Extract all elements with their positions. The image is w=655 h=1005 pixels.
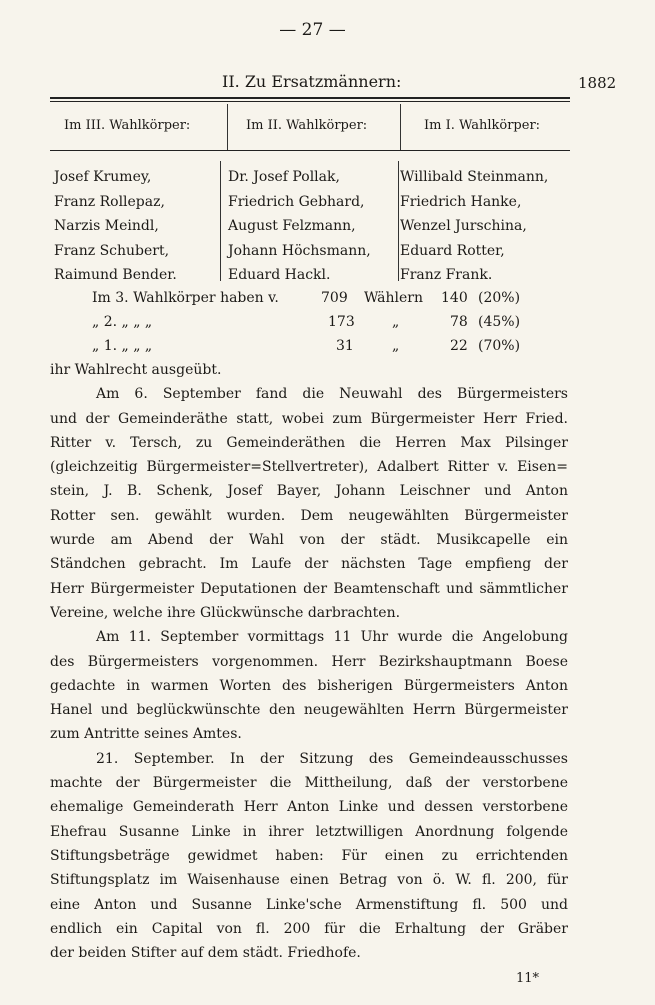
- stats-word: „: [392, 314, 400, 330]
- column-heading-ii: Im II. Wahlkörper:: [246, 118, 368, 133]
- page-number: — 27 —: [279, 20, 346, 40]
- names-column-ii: [228, 165, 371, 288]
- signature-mark: 11*: [516, 971, 540, 986]
- name-entry: Eduard Rotter,: [400, 242, 505, 259]
- stats-label: „ 2. „ „ „: [92, 314, 153, 330]
- stats-count: 78: [450, 314, 468, 330]
- text-line: ihr Wahlrecht ausgeübt.: [50, 362, 222, 378]
- column-headings: [50, 104, 570, 150]
- substitute-names-table: [50, 165, 570, 287]
- text-line: machte der Bürgermeister die Mittheilung, daß der verstorbene: [50, 775, 568, 792]
- name-entry: Eduard Hackl.: [228, 267, 331, 283]
- table-top-rule-thin: [50, 101, 570, 102]
- stats-voters: 709: [321, 290, 348, 306]
- year-marginal: 1882: [578, 74, 617, 92]
- column-heading-i: Im I. Wahlkörper:: [424, 118, 541, 133]
- column-divider: [398, 161, 399, 281]
- name-entry: Franz Schubert,: [54, 242, 170, 259]
- stats-percent: (20%): [478, 290, 521, 306]
- text-line: zum Antritte seines Amtes.: [50, 726, 242, 743]
- text-line: Ritter v. Tersch, zu Gemeinderäthen die Herren Max Pilsinger: [50, 434, 568, 451]
- stats-row: [50, 314, 570, 338]
- name-entry: Raimund Bender.: [54, 267, 177, 283]
- text-line: gedachte in warmen Worten des bisherigen Bürgermeisters Anton: [50, 677, 568, 694]
- text-line: wurde am Abend der Wahl von der städt. Musikcapelle ein: [50, 532, 568, 549]
- column-divider: [227, 104, 228, 150]
- name-entry: Johann Höchsmann,: [228, 242, 371, 259]
- column-divider: [400, 104, 401, 150]
- text-line: der beiden Stifter auf dem städt. Friedhofe.: [50, 945, 361, 962]
- text-line: 21. September. In der Sitzung des Gemeindeausschusses: [96, 750, 568, 767]
- text-line: eine Anton und Susanne Linke'sche Armenstiftung fl. 500 und: [50, 896, 568, 913]
- column-divider: [220, 161, 221, 281]
- name-entry: Franz Rollepaz,: [54, 193, 165, 210]
- stats-label: Im 3. Wahlkörper haben v.: [92, 290, 279, 306]
- names-column-i: [400, 165, 548, 288]
- paragraph: [50, 625, 568, 746]
- name-entry: Narzis Meindl,: [54, 218, 159, 234]
- text-line: Ehefrau Susanne Linke in ihrer letztwilligen Anordnung folgende: [50, 823, 568, 840]
- stats-voters: 31: [336, 338, 354, 354]
- text-line: Am 6. September fand die Neuwahl des Bürgermeisters: [96, 386, 568, 403]
- text-line: Am 11. September vormittags 11 Uhr wurde die Angelobung: [96, 629, 568, 646]
- text-line: des Bürgermeisters vorgenommen. Herr Bezirkshauptmann Boese: [50, 653, 568, 670]
- text-line: ehemalige Gemeinderath Herr Anton Linke und dessen verstorbene: [50, 799, 568, 816]
- name-entry: Willibald Steinmann,: [400, 169, 549, 185]
- stats-label: „ 1. „ „ „: [92, 338, 153, 354]
- stats-row: [50, 290, 570, 314]
- text-line: Hanel und beglückwünschte den neugewählten Herrn Bürgermeister: [50, 702, 568, 719]
- text-line: Herr Bürgermeister Deputationen der Beamtenschaft und sämmtlicher: [50, 580, 568, 597]
- name-entry: Friedrich Gebhard,: [228, 193, 365, 210]
- paragraph: [50, 747, 568, 966]
- name-entry: Dr. Josef Pollak,: [228, 169, 340, 185]
- text-line: Stiftungsplatz im Waisenhause einen Betrag von ö. W. fl. 200, für: [50, 872, 568, 889]
- stats-word: „: [392, 338, 400, 354]
- stats-word: Wählern: [364, 290, 424, 306]
- body-text: [50, 358, 568, 965]
- names-column-iii: [54, 165, 177, 288]
- name-entry: Josef Krumey,: [54, 169, 152, 185]
- stats-count: 22: [450, 338, 468, 354]
- stats-percent: (45%): [478, 314, 521, 330]
- paragraph: [50, 358, 568, 382]
- text-line: Stiftungsbeträge gewidmet haben: Für einen zu errichtenden: [50, 847, 568, 864]
- stats-voters: 173: [328, 314, 355, 330]
- table-header-rule: [50, 150, 570, 151]
- text-line: und der Gemeinderäthe statt, wobei zum Bürgermeister Herr Fried.: [50, 410, 568, 427]
- section-heading: II. Zu Ersatzmännern:: [222, 72, 402, 91]
- stats-percent: (70%): [478, 338, 521, 354]
- paragraph: [50, 382, 568, 625]
- name-entry: Friedrich Hanke,: [400, 193, 522, 210]
- column-heading-iii: Im III. Wahlkörper:: [64, 118, 191, 133]
- text-line: endlich ein Capital von fl. 200 für die Erhaltung der Gräber: [50, 920, 568, 937]
- text-line: Vereine, welche ihre Glückwünsche darbrachten.: [50, 604, 401, 621]
- text-line: Rotter sen. gewählt wurden. Dem neugewählten Bürgermeister: [50, 507, 568, 524]
- stats-count: 140: [441, 290, 468, 306]
- table-top-rule: [50, 97, 570, 99]
- text-line: (gleichzeitig Bürgermeister=Stellvertreter), Adalbert Ritter v. Eisen=: [50, 459, 568, 476]
- name-entry: August Felzmann,: [228, 218, 356, 234]
- text-line: stein, J. B. Schenk, Josef Bayer, Johann Leischner und Anton: [50, 483, 568, 500]
- text-line: Ständchen gebracht. Im Laufe der nächsten Tage empfieng der: [50, 556, 568, 573]
- name-entry: Franz Frank.: [400, 267, 493, 283]
- name-entry: Wenzel Jurschina,: [400, 218, 527, 234]
